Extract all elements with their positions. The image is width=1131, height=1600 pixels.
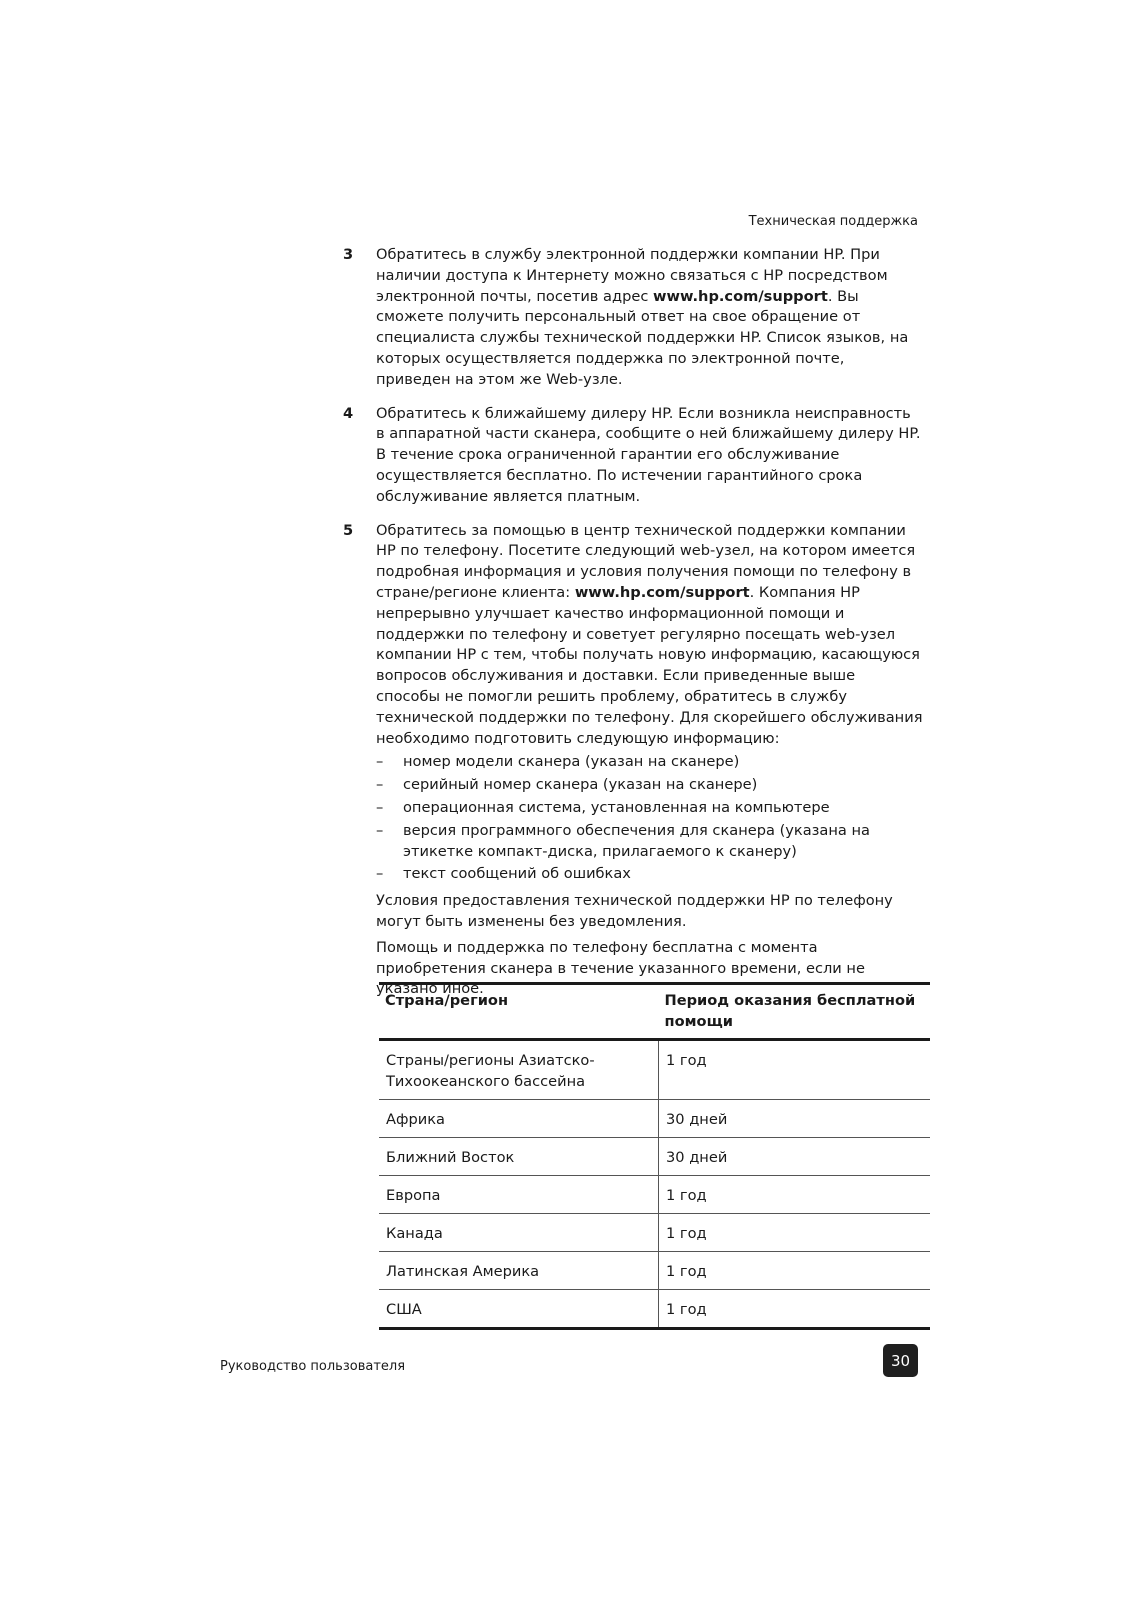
step-3 xyxy=(343,245,923,391)
list-item xyxy=(376,821,923,863)
note-paragraph: Условия предоставления технической поддержки HP по телефону могут быть изменены без уведомления. xyxy=(376,892,893,930)
running-header: Техническая поддержка xyxy=(748,214,918,229)
list-item-text: операционная система, установленная на компьютере xyxy=(403,798,830,816)
column-header-region: Страна/регион xyxy=(379,984,659,1040)
period-cell: 30 дней xyxy=(659,1138,931,1176)
step-number: 5 xyxy=(343,521,354,539)
step-text-part: . Компания HP непрерывно улучшает качество информационной помощи и поддержки по телефону и советует регулярно посещать web-узел компании HP с тем, чтобы получать новую информацию, касающуюся вопросов обслуживания и доставки. Если приведенные выше способы не помогли решить проблему, обратитесь в службу технической поддержки по телефону. Для скорейшего обслуживания необходимо подготовить следующую информацию: xyxy=(376,583,923,747)
region-cell: Латинская Америка xyxy=(379,1252,659,1290)
period-cell: 1 год xyxy=(659,1214,931,1252)
list-item xyxy=(376,864,923,885)
period-cell: 1 год xyxy=(659,1040,931,1100)
list-item-text: текст сообщений об ошибках xyxy=(403,865,631,883)
dash-marker: – xyxy=(376,865,384,883)
dash-marker: – xyxy=(376,821,384,839)
list-item-text: версия программного обеспечения для сканера (указана на этикетке компакт-диска, прилагаемого к сканеру) xyxy=(403,821,870,860)
step-text xyxy=(376,521,923,750)
table-header-row xyxy=(379,984,930,1040)
table-row xyxy=(379,1176,930,1214)
footer-doc-title: Руководство пользователя xyxy=(220,1359,406,1374)
region-cell: США xyxy=(379,1290,659,1329)
support-period-table xyxy=(379,982,930,1330)
step-text-part: . Вы сможете получить персональный ответ на свое обращение от специалиста службы технической поддержки HP. Список языков, на которых осуществляется поддержка по электронной почте, приведен на этом же Web-узле. xyxy=(376,287,909,388)
table-row xyxy=(379,1040,930,1100)
step-4 xyxy=(343,404,923,508)
table-row xyxy=(379,1138,930,1176)
list-item-text: номер модели сканера (указан на сканере) xyxy=(403,753,740,771)
step-number: 4 xyxy=(343,404,354,422)
period-cell: 1 год xyxy=(659,1290,931,1329)
period-cell: 30 дней xyxy=(659,1100,931,1138)
step-text xyxy=(376,245,923,391)
required-info-list xyxy=(376,752,923,885)
list-item-text: серийный номер сканера (указан на сканере) xyxy=(403,776,758,794)
step-number: 3 xyxy=(343,246,354,263)
page-number-badge: 30 xyxy=(883,1344,918,1377)
dash-marker: – xyxy=(376,798,384,816)
region-cell: Страны/регионы Азиатско-Тихоокеанского бассейна xyxy=(379,1040,659,1100)
column-header-period: Период оказания бесплатной помощи xyxy=(659,984,931,1040)
dash-marker: – xyxy=(376,753,384,771)
region-cell: Европа xyxy=(379,1176,659,1214)
dash-marker: – xyxy=(376,776,384,794)
region-cell: Канада xyxy=(379,1214,659,1252)
table-row xyxy=(379,1252,930,1290)
support-link[interactable]: www.hp.com/support xyxy=(653,287,828,305)
step-text: Обратитесь к ближайшему дилеру HP. Если возникла неисправность в аппаратной части сканера, сообщите о ней ближайшему дилеру HP. В течение срока ограниченной гарантии его обслуживание осуществляется бесплатно. По истечении гарантийного срока обслуживание является платным. xyxy=(376,404,921,505)
table-row xyxy=(379,1100,930,1138)
step-5 xyxy=(343,521,923,1001)
support-link[interactable]: www.hp.com/support xyxy=(574,583,750,601)
table-row xyxy=(379,1214,930,1252)
list-item xyxy=(376,752,923,773)
step-text-part: Обратитесь в службу электронной поддержки компании HP. При наличии доступа к Интернету можно связаться с HP посредством электронной почты, посетив адрес xyxy=(376,246,888,305)
list-item xyxy=(376,798,923,819)
list-item xyxy=(376,775,923,796)
table-row xyxy=(379,1290,930,1329)
note-paragraph: Помощь и поддержка по телефону бесплатна с момента приобретения сканера в течение указанного времени, если не указано иное. xyxy=(376,938,865,998)
step-text-part: Обратитесь за помощью в центр технической поддержки компании HP по телефону. Посетите следующий web-узел, на котором имеется подробная информация и условия получения помощи по телефону в стране/регионе клиента: xyxy=(376,521,916,601)
region-cell: Ближний Восток xyxy=(379,1138,659,1176)
main-content xyxy=(343,245,923,1005)
period-cell: 1 год xyxy=(659,1176,931,1214)
period-cell: 1 год xyxy=(659,1252,931,1290)
region-cell: Африка xyxy=(379,1100,659,1138)
